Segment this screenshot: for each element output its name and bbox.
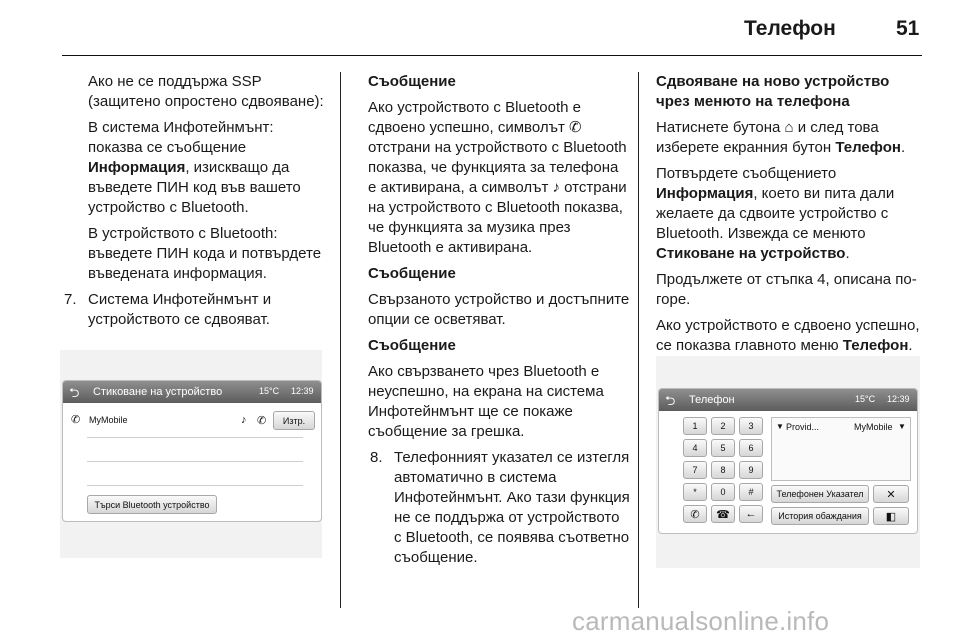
step-7: [62, 290, 330, 330]
message-heading: Съобщение: [368, 265, 456, 282]
mute-icon[interactable]: ✕: [873, 485, 909, 503]
message-heading: Съобщение: [368, 337, 456, 354]
bold-term: Информация: [656, 185, 754, 202]
bold-term: Стиковане на устройство: [656, 245, 846, 262]
column-divider: [340, 72, 341, 608]
keypad-key[interactable]: 1: [683, 417, 707, 435]
column-3: [656, 72, 920, 362]
text: .: [900, 139, 906, 156]
text: Ако устройството е сдвоено успешно, се показва главното меню: [656, 317, 920, 354]
paragraph: [656, 118, 920, 158]
device-name[interactable]: MyMobile: [89, 415, 128, 425]
keypad-key[interactable]: 8: [711, 461, 735, 479]
text: , изискващо да въведете ПИН код във вашето устройство с Bluetooth.: [88, 159, 301, 216]
column-2: [368, 72, 630, 574]
provider-name: Provid...: [786, 422, 820, 432]
step-8: [368, 448, 630, 568]
paragraph: Ако свързването чрез Bluetooth е неуспешно, на екрана на система Инфотейнмънт ще се покаже съобщение за грешка.: [368, 363, 604, 440]
back-icon[interactable]: ⮌: [665, 393, 676, 408]
battery-icon: ▼: [898, 422, 906, 431]
phonebook-button[interactable]: Телефонен Указател: [771, 485, 869, 503]
bold-term: Информация: [88, 159, 186, 176]
text: Потвърдете съобщението: [656, 165, 837, 182]
keypad-key[interactable]: 7: [683, 461, 707, 479]
paragraph: Ако не се поддържа SSP (защитено опростено сдвояване):: [88, 73, 324, 110]
text: .: [845, 245, 850, 262]
paragraph: В устройството с Bluetooth: въведете ПИН кода и потвърдете въведената информация.: [88, 225, 322, 282]
text: Натиснете бутона ⌂ и след това изберете екранния бутон: [656, 119, 879, 156]
step-number: 7.: [64, 291, 77, 308]
step-text: Система Инфотейнмънт и устройството се сдвояват.: [88, 291, 272, 328]
bold-term: Телефон: [842, 337, 909, 354]
clock: 12:39: [291, 386, 314, 396]
section-heading: Сдвояване на ново устройство чрез менюто на телефона: [656, 73, 890, 110]
screenshot-pairing: [60, 350, 322, 558]
phone-icon: ✆: [71, 414, 81, 426]
back-icon[interactable]: ⮌: [69, 385, 80, 400]
paragraph: [656, 164, 920, 264]
step-number: 8.: [370, 449, 383, 466]
column-1: [62, 72, 330, 336]
message-heading: Съобщение: [368, 73, 456, 90]
keypad-key[interactable]: 6: [739, 439, 763, 457]
screen-title: Телефон: [689, 394, 735, 406]
screen-title-bar: [63, 381, 321, 403]
music-icon: ♪: [241, 414, 247, 426]
keypad-key[interactable]: *: [683, 483, 707, 501]
call-history-button[interactable]: История обаждания: [771, 507, 869, 525]
keypad-key[interactable]: 3: [739, 417, 763, 435]
search-bluetooth-button[interactable]: Търси Bluetooth устройство: [87, 495, 217, 514]
paragraph: Продължете от стъпка 4, описана по-горе.: [656, 271, 917, 308]
device-info-panel: [771, 417, 911, 481]
device-name: MyMobile: [854, 422, 893, 432]
bold-term: Телефон: [835, 139, 901, 156]
header-rule: [62, 55, 922, 56]
keypad-key[interactable]: 4: [683, 439, 707, 457]
column-divider: [638, 72, 639, 608]
clock: 12:39: [887, 394, 910, 404]
watermark: carmanualsonline.info: [572, 606, 830, 636]
temperature: 15°C: [259, 386, 280, 396]
keypad-key[interactable]: #: [739, 483, 763, 501]
page-title: Телефон: [744, 17, 836, 40]
page-header: [0, 0, 960, 60]
paragraph: [656, 316, 920, 356]
text: , което ви пита дали желаете да сдвоите устройство с Bluetooth. Извежда се менюто: [656, 185, 895, 242]
keypad-key[interactable]: 2: [711, 417, 735, 435]
signal-icon: ▼: [776, 422, 784, 431]
step-text: Телефонният указател се изтегля автоматично в система Инфотейнмънт. Ако тази функция не се поддържа от устройството с Bluetooth, се появява съответно съобщение.: [394, 449, 630, 566]
phone-status-icon: ✆: [257, 415, 267, 427]
paragraph: Свързаното устройство и достъпните опции се осветяват.: [368, 291, 630, 328]
paragraph: Ако устройството с Bluetooth е сдвоено успешно, символът ✆ отстрани на устройството с Bluetooth показва, че функцията за телефона е активирана, а символът ♪ отстрани на устройството с Bluetooth показва, че функцията за музика през Bluetooth е активирана.: [368, 99, 627, 256]
delete-device-button[interactable]: Изтр.: [273, 411, 315, 430]
hang-up-icon[interactable]: ☎: [711, 505, 735, 523]
list-divider: [87, 485, 303, 486]
temperature: 15°C: [855, 394, 876, 404]
call-icon[interactable]: ✆: [683, 505, 707, 523]
text: В система Инфотейнмънт: показва се съобщение: [88, 119, 274, 156]
screen-title-bar: [659, 389, 917, 411]
keypad-key[interactable]: 9: [739, 461, 763, 479]
screen-device-pairing: [62, 380, 322, 522]
screen-phone-main: [658, 388, 918, 534]
screen-title: Стиковане на устройство: [93, 386, 223, 398]
page-number: 51: [896, 17, 920, 40]
backspace-icon[interactable]: ←: [739, 505, 763, 523]
list-divider: [87, 437, 303, 438]
keypad-key[interactable]: 5: [711, 439, 735, 457]
handsfree-icon[interactable]: ◧: [873, 507, 909, 525]
paragraph: [62, 118, 330, 218]
text: .: [908, 337, 913, 354]
screenshot-phone-menu: [656, 356, 920, 568]
keypad-key[interactable]: 0: [711, 483, 735, 501]
list-divider: [87, 461, 303, 462]
